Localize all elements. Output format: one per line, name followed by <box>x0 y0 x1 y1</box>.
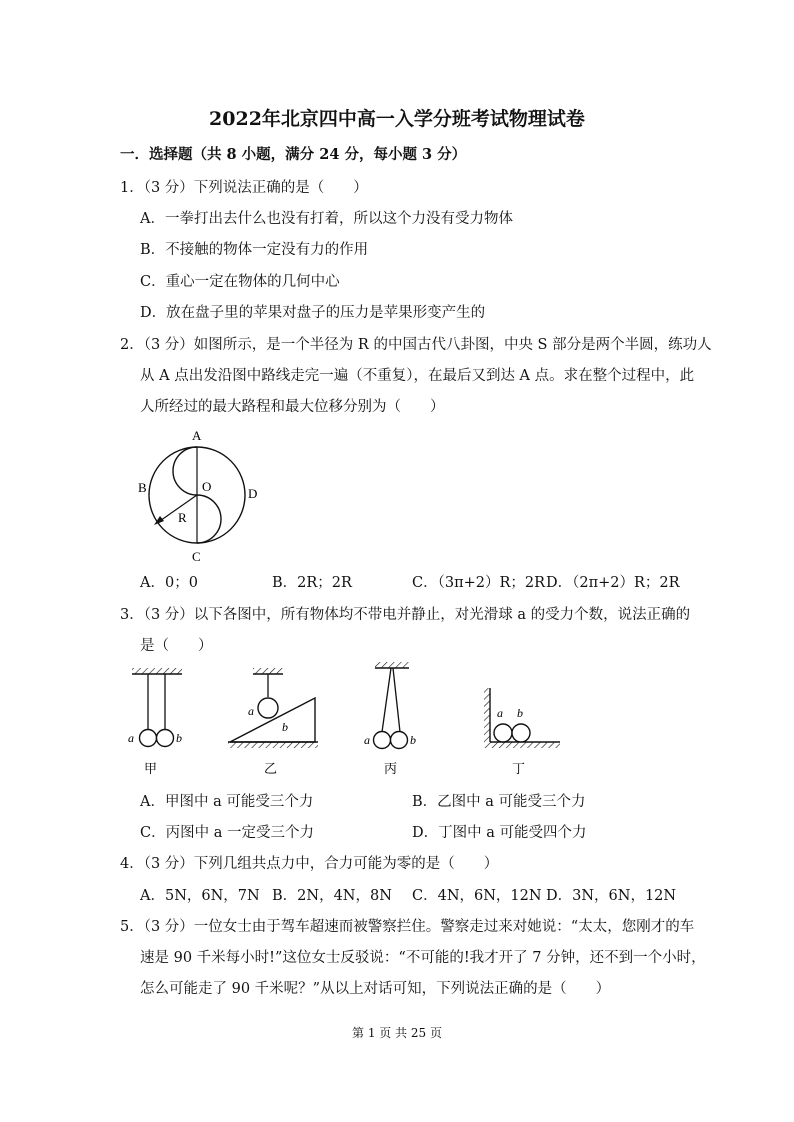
page-footer: 第 1 页 共 25 页 <box>352 1026 442 1040</box>
q5-stem-line1: 5．（3 分）一位女士由于驾车超速而被警察拦住。警察走过来对她说：“太太，您刚才的车 <box>120 919 695 935</box>
q1-option-b: B．不接触的物体一定没有力的作用 <box>140 242 369 258</box>
q1-option-d: D．放在盘子里的苹果对盘子的压力是苹果形变产生的 <box>140 305 486 321</box>
q5-stem-line2: 速是 90 千米每小时!”这位女士反驳说：“不可能的!我才开了 7 分钟，还不到一个小时， <box>140 950 706 966</box>
q3-option-c: C．丙图中 a 一定受三个力 <box>140 825 314 841</box>
label-a: A <box>192 428 202 443</box>
q2-option-a: A．0；0 <box>140 575 198 591</box>
jia-label-b: b <box>176 731 182 745</box>
q3-option-a: A．甲图中 a 可能受三个力 <box>140 794 314 810</box>
q3-stem-line1: 3．（3 分）以下各图中，所有物体均不带电并静止，对光滑球 a 的受力个数，说法正确的 <box>120 607 691 623</box>
q4-option-c: C．4N，6N，12N <box>412 888 542 904</box>
label-b: B <box>138 480 147 495</box>
q1-option-a: A．一拳打出去什么也没有打着，所以这个力没有受力物体 <box>140 211 513 227</box>
q2-stem-line3: 人所经过的最大路程和最大位移分别为（ ） <box>140 399 445 415</box>
q1-stem: 1．（3 分）下列说法正确的是（ ） <box>120 180 368 196</box>
q2-option-b: B．2R；2R <box>272 575 352 591</box>
q4-option-d: D．3N，6N，12N <box>546 888 677 904</box>
caption-jia: 甲 <box>144 761 158 776</box>
caption-yi: 乙 <box>264 761 278 776</box>
force-diagrams <box>120 660 580 780</box>
jia-label-a: a <box>128 731 134 745</box>
bagua-figure <box>130 420 270 565</box>
diagram-yi <box>228 668 318 776</box>
label-r: R <box>178 510 187 525</box>
q5-stem-line3: 怎么可能走了 90 千米呢？”从以上对话可知，下列说法正确的是（ ） <box>140 981 611 997</box>
caption-ding: 丁 <box>512 761 526 776</box>
yi-label-a: a <box>248 704 254 718</box>
diagram-bing <box>364 662 416 776</box>
diagram-jia <box>128 668 182 776</box>
q1-option-c: C．重心一定在物体的几何中心 <box>140 274 340 290</box>
label-d: D <box>248 486 258 501</box>
q4-stem: 4．（3 分）下列几组共点力中，合力可能为零的是（ ） <box>120 856 499 872</box>
q3-option-b: B．乙图中 a 可能受三个力 <box>412 794 586 810</box>
label-c: C <box>192 549 201 564</box>
section-heading: 一．选择题（共 8 小题，满分 24 分，每小题 3 分） <box>120 146 467 163</box>
q4-option-b: B．2N，4N，8N <box>272 888 392 904</box>
label-o: O <box>202 479 212 494</box>
q2-option-d: D．（2π+2）R；2R <box>546 575 680 591</box>
q4-option-a: A．5N，6N，7N <box>140 888 260 904</box>
caption-bing: 丙 <box>384 761 398 776</box>
q2-stem-line2: 从 A 点出发沿图中路线走完一遍（不重复），在最后又到达 A 点。求在整个过程中，此 <box>140 368 695 384</box>
ding-label-a: a <box>497 706 503 720</box>
yi-label-b: b <box>282 720 288 734</box>
q3-stem-line2: 是（ ） <box>140 638 213 654</box>
q2-stem-line1: 2．（3 分）如图所示，是一个半径为 R 的中国古代八卦图，中央 S 部分是两个半圆，练功人 <box>120 337 712 353</box>
page-title: 2022年北京四中高一入学分班考试物理试卷 <box>209 108 585 130</box>
q3-option-d: D．丁图中 a 可能受四个力 <box>412 825 587 841</box>
ding-label-b: b <box>517 706 523 720</box>
radius-line <box>157 495 197 523</box>
bing-label-a: a <box>364 733 370 747</box>
diagram-ding <box>484 688 560 776</box>
bing-label-b: b <box>410 733 416 747</box>
q2-option-c: C．（3π+2）R；2R <box>412 575 546 591</box>
